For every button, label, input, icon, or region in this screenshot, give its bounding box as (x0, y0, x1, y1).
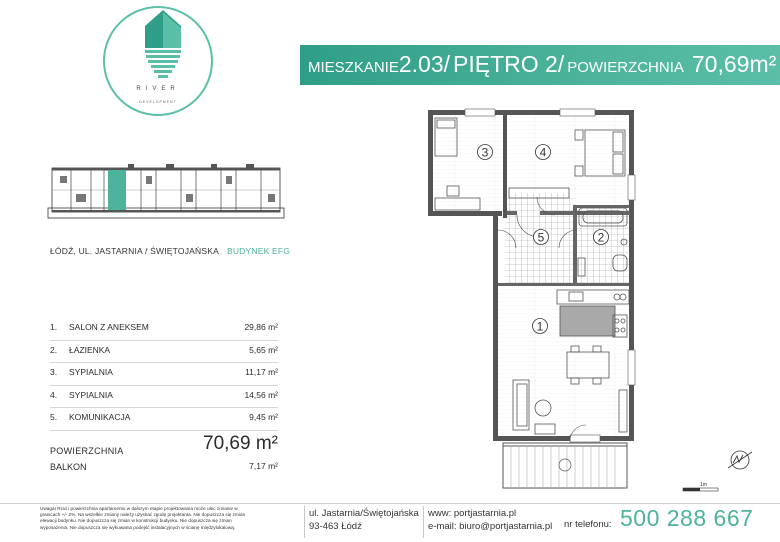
disclaimer-line: Uwaga! Rzut i powierzchnia apartamentu w dalszym etapie projektowania może ulec zmianie w (40, 506, 238, 511)
total-area-label: POWIERZCHNIA (50, 446, 124, 456)
footer-separator (304, 506, 305, 538)
room-area: 5,65 m² (249, 344, 278, 355)
logo-tree-icon (145, 10, 181, 86)
area-value: 70,69m² (691, 51, 777, 77)
room-marker-4-label: 4 (539, 145, 547, 160)
balcony-value: 7,17 m² (249, 461, 278, 471)
room-area: 11,17 m² (245, 367, 278, 377)
scale-label: 1m (700, 482, 707, 488)
room-marker-5 (534, 230, 549, 245)
room-marker-5-label: 5 (537, 230, 545, 245)
apartment-header (300, 45, 780, 85)
logo-subtitle: DEVELOPMENT (139, 100, 177, 104)
room-marker-4 (536, 145, 551, 160)
room-marker-1-label: 1 (536, 319, 544, 334)
building-label: BUDYNEK EFG (226, 246, 291, 256)
room-area: 29,86 m² (244, 322, 278, 332)
north-arrow-icon (728, 451, 752, 469)
scale-bar (683, 488, 718, 491)
room-name: SYPIALNIA (69, 389, 113, 400)
address (50, 246, 290, 256)
street-address (309, 507, 419, 533)
footer-separator (423, 506, 424, 538)
room-area: 9,45 m² (249, 412, 278, 422)
room-area: 14,56 m² (244, 389, 278, 400)
rooms-list (50, 318, 278, 431)
contact-info (428, 507, 552, 533)
room-name: ŁAZIENKA (69, 344, 111, 355)
room-row (50, 341, 278, 364)
room-row (50, 363, 278, 386)
room-row (50, 408, 278, 431)
footer-divider (0, 503, 780, 504)
floor-plan (395, 90, 755, 495)
room-marker-2 (594, 230, 609, 245)
website-link[interactable]: www: portjastarnia.pl (428, 508, 517, 519)
room-number: 4. (50, 389, 58, 400)
building-key-plan (46, 160, 286, 224)
area-label: POWIERZCHNIA (567, 59, 684, 76)
room-number: 5. (50, 412, 58, 422)
apartment-label: MIESZKANIE (308, 59, 399, 76)
balcony-label: BALKON (50, 462, 87, 472)
street-line: ul. Jastarnia/Świętojańska (309, 508, 419, 519)
phone-number[interactable]: 500 288 667 (620, 505, 754, 531)
disclaimer (40, 506, 302, 531)
phone-label: nr telefonu: (564, 519, 612, 530)
room-marker-3 (478, 145, 493, 160)
apartment-number: 2.03/ (398, 51, 451, 77)
address-text: ŁÓDŹ, UL. JASTARNIA / ŚWIĘTOJAŃSKA (50, 246, 219, 256)
room-marker-2-label: 2 (597, 230, 605, 245)
apartment-highlight (108, 170, 126, 210)
room-number: 3. (50, 367, 58, 377)
kitchen-island (560, 306, 615, 336)
room-marker-1 (533, 319, 548, 334)
disclaimer-line: granicach +/- 2%. Na wszelkie zmiany należy uzyskać zgodę projektanta. Nie dopuszcza się zmian (40, 512, 246, 518)
email-link[interactable]: e-mail: biuro@portjastarnia.pl (428, 521, 553, 532)
logo-wordmark: RIVER (136, 86, 180, 92)
disclaimer-line: elewacji budynku. Nie dopuszcza się zmian w konstrukcji budynku. Nie dopuszcza się zmian (40, 518, 232, 524)
room-number: 2. (50, 344, 58, 355)
floor-label: PIĘTRO 2/ (453, 51, 565, 77)
room-number: 1. (50, 322, 58, 332)
room-marker-3-label: 3 (481, 145, 489, 160)
room-name: SALON Z ANEKSEM (69, 322, 149, 332)
disclaimer-line: wyposażenia. Nie dopuszcza się wykuwania podejść instalacyjnych w ścianę międzylokalową. (40, 524, 236, 530)
room-name: SYPIALNIA (69, 367, 113, 377)
room-name: KOMUNIKACJA (69, 412, 131, 422)
postal-line: 93-463 Łódź (309, 521, 362, 532)
total-area-value: 70,69 m² (203, 433, 278, 454)
room-row (50, 318, 278, 341)
room-row (50, 386, 278, 409)
